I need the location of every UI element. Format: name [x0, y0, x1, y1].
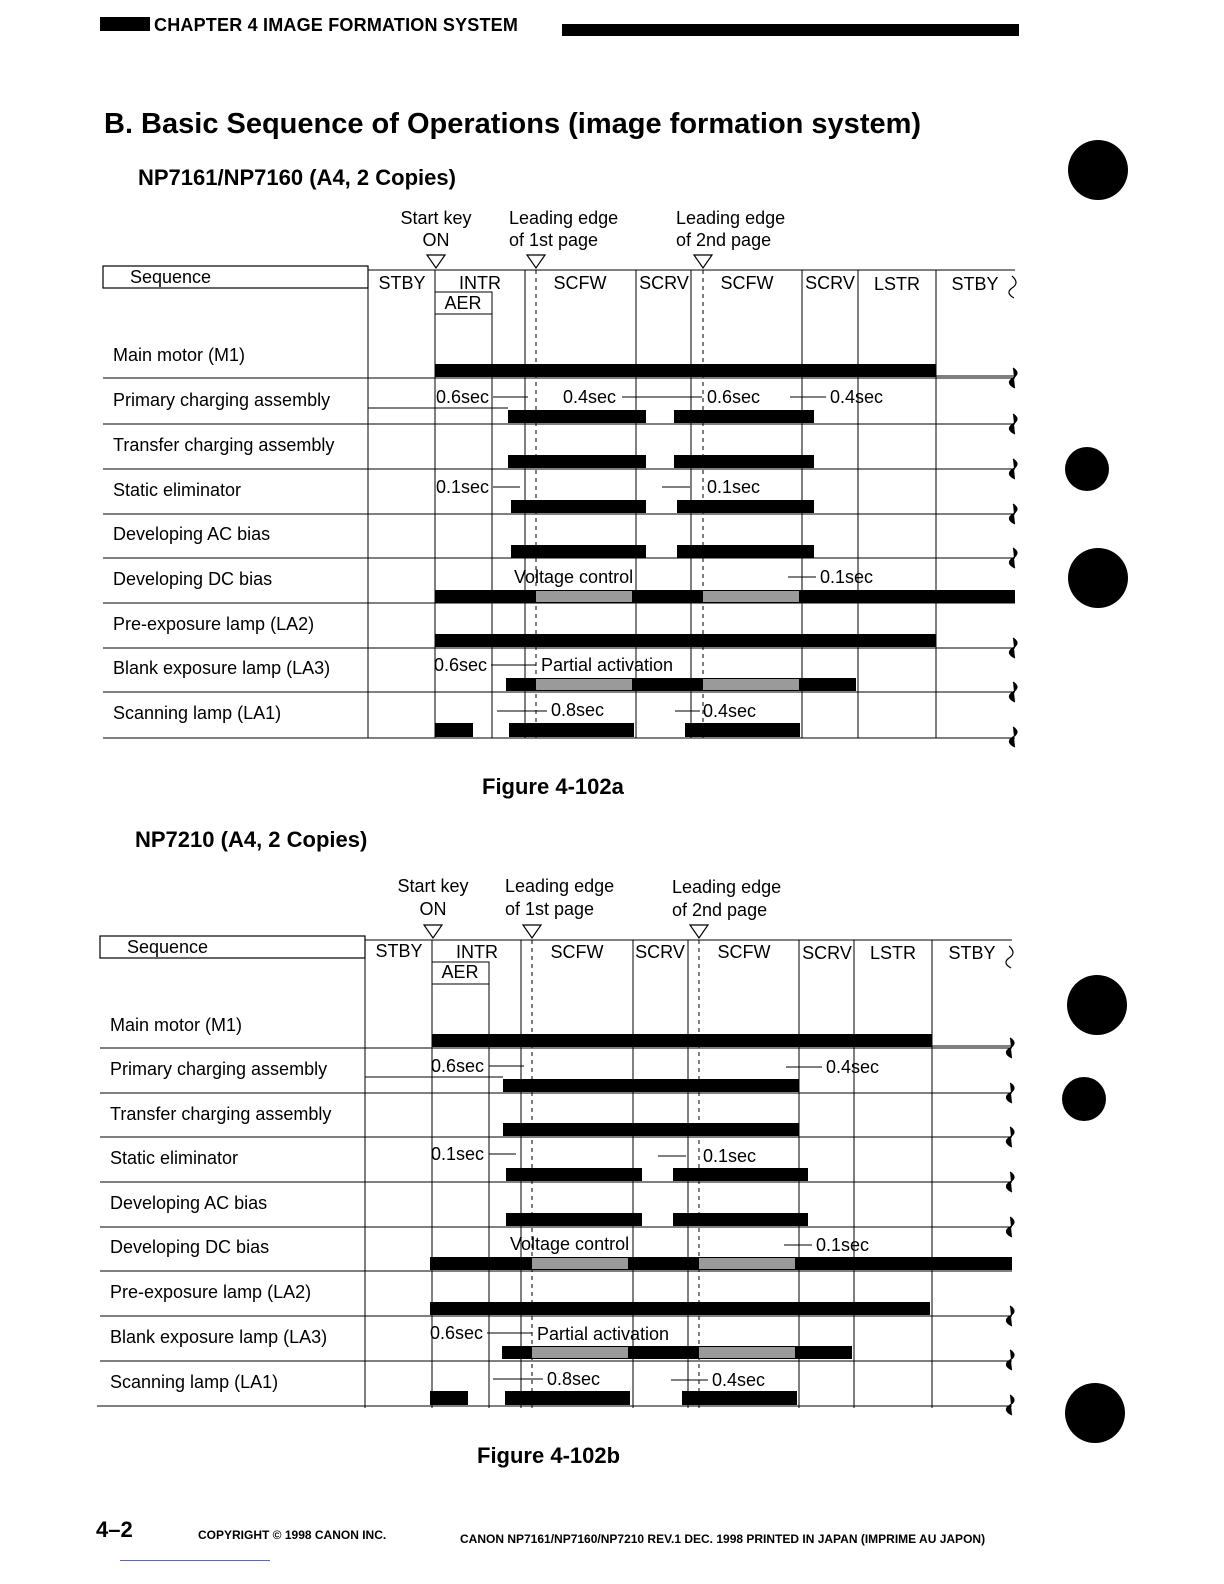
timing-annotation: 0.6sec: [431, 1056, 485, 1076]
revision-mark: [1065, 447, 1109, 491]
row-label-scanning-lamp: Scanning lamp (LA1): [110, 1372, 279, 1392]
event-marker-icon: [523, 925, 541, 938]
timing-annotation: 0.4sec: [830, 387, 884, 407]
phase-label: INTR: [456, 942, 498, 962]
event-label: of 1st page: [509, 230, 599, 250]
row-label-main-motor: Main motor (M1): [113, 345, 246, 365]
row-label-transfer-charging: Transfer charging assembly: [110, 1104, 332, 1124]
revision-mark: [1062, 1077, 1106, 1121]
row-label-pre-exposure: Pre-exposure lamp (LA2): [110, 1282, 312, 1302]
timing-chart-a: [0, 200, 1224, 760]
phase-label: SCRV: [802, 943, 852, 963]
phase-label: SCFW: [717, 942, 771, 962]
event-label: ON: [419, 899, 447, 919]
footer-underline: [120, 1560, 270, 1561]
event-label: Leading edge: [672, 877, 782, 897]
revision-mark: [1067, 975, 1127, 1035]
row-label-developing-ac: Developing AC bias: [110, 1193, 268, 1213]
phase-label: STBY: [948, 943, 996, 963]
sequence-label: Sequence: [127, 937, 209, 957]
copyright-notice: COPYRIGHT © 1998 CANON INC.: [198, 1528, 387, 1542]
sequence-label: Sequence: [130, 267, 212, 287]
timing-annotation: Voltage control: [514, 567, 634, 587]
timing-annotation: 0.6sec: [434, 655, 488, 675]
event-label: Leading edge: [676, 208, 786, 228]
timing-annotation: 0.6sec: [436, 387, 490, 407]
figure-a-caption: Figure 4-102a: [482, 774, 624, 799]
phase-label: STBY: [375, 941, 423, 961]
phase-label: SCRV: [635, 942, 685, 962]
event-marker-icon: [690, 925, 708, 938]
row-label-blank-exposure: Blank exposure lamp (LA3): [110, 1327, 328, 1347]
row-label-static-eliminator: Static eliminator: [110, 1148, 239, 1168]
timing-chart-b: [0, 870, 1224, 1430]
row-label-primary-charging: Primary charging assembly: [110, 1059, 328, 1079]
row-label-transfer-charging: Transfer charging assembly: [113, 435, 335, 455]
row-label-main-motor: Main motor (M1): [110, 1015, 243, 1035]
phase-label: SCFW: [550, 942, 604, 962]
header-rule-right: [562, 24, 1019, 36]
event-label: Start key: [400, 208, 472, 228]
timing-annotation: Voltage control: [510, 1234, 630, 1254]
timing-annotation: 0.1sec: [816, 1235, 870, 1255]
timing-annotation: 0.8sec: [547, 1369, 601, 1389]
event-marker-icon: [427, 255, 445, 268]
timing-annotation: 0.1sec: [436, 477, 490, 497]
timing-annotation: Partial activation: [541, 655, 674, 675]
figure-b-subtitle: NP7210 (A4, 2 Copies): [135, 827, 368, 852]
phase-label: STBY: [951, 274, 999, 294]
event-label: Leading edge: [505, 876, 615, 896]
phase-label: INTR: [459, 273, 501, 293]
phase-label: SCFW: [553, 273, 607, 293]
figure-b-caption: Figure 4-102b: [477, 1443, 621, 1468]
timing-annotation: 0.4sec: [826, 1057, 880, 1077]
event-label: of 2nd page: [676, 230, 772, 250]
phase-label: SCRV: [805, 273, 855, 293]
timing-annotation: 0.6sec: [707, 387, 761, 407]
event-marker-icon: [527, 255, 545, 268]
publication-info: CANON NP7161/NP7160/NP7210 REV.1 DEC. 1998 PRINTED IN JAPAN (IMPRIME AU JAPON): [460, 1532, 986, 1546]
event-label: Start key: [397, 876, 469, 896]
header-rule-left: [100, 17, 150, 31]
row-label-pre-exposure: Pre-exposure lamp (LA2): [113, 614, 315, 634]
sub-phase-label: AER: [444, 293, 482, 313]
timing-annotation: 0.6sec: [430, 1323, 484, 1343]
event-marker-icon: [694, 255, 712, 268]
row-label-developing-dc: Developing DC bias: [110, 1237, 270, 1257]
timing-annotation: 0.1sec: [820, 567, 874, 587]
revision-mark: [1068, 548, 1128, 608]
row-label-static-eliminator: Static eliminator: [113, 480, 242, 500]
section-title: B. Basic Sequence of Operations (image formation system): [104, 108, 922, 140]
row-label-scanning-lamp: Scanning lamp (LA1): [113, 703, 282, 723]
phase-label: LSTR: [869, 943, 917, 963]
event-label: ON: [422, 230, 450, 250]
event-label: of 2nd page: [672, 900, 768, 920]
figure-a-subtitle: NP7161/NP7160 (A4, 2 Copies): [138, 165, 456, 190]
event-label: Leading edge: [509, 208, 619, 228]
revision-mark: [1068, 140, 1128, 200]
chapter-heading: CHAPTER 4 IMAGE FORMATION SYSTEM: [154, 15, 519, 35]
row-label-developing-dc: Developing DC bias: [113, 569, 273, 589]
phase-label: SCFW: [720, 273, 774, 293]
phase-label: LSTR: [873, 274, 921, 294]
timing-annotation: 0.1sec: [707, 477, 761, 497]
revision-mark: [1065, 1383, 1125, 1443]
phase-label: SCRV: [639, 273, 689, 293]
row-label-developing-ac: Developing AC bias: [113, 524, 271, 544]
timing-annotation: 0.1sec: [703, 1146, 757, 1166]
timing-annotation: 0.4sec: [563, 387, 617, 407]
phase-label: STBY: [378, 273, 426, 293]
timing-annotation: 0.4sec: [712, 1370, 766, 1390]
timing-annotation: 0.4sec: [703, 701, 757, 721]
event-marker-icon: [424, 925, 442, 938]
page-number: 4–2: [96, 1517, 133, 1542]
event-label: of 1st page: [505, 899, 595, 919]
timing-annotation: 0.1sec: [431, 1144, 485, 1164]
sub-phase-label: AER: [441, 962, 479, 982]
row-label-blank-exposure: Blank exposure lamp (LA3): [113, 658, 331, 678]
timing-annotation: Partial activation: [537, 1324, 670, 1344]
timing-annotation: 0.8sec: [551, 700, 605, 720]
row-label-primary-charging: Primary charging assembly: [113, 390, 331, 410]
